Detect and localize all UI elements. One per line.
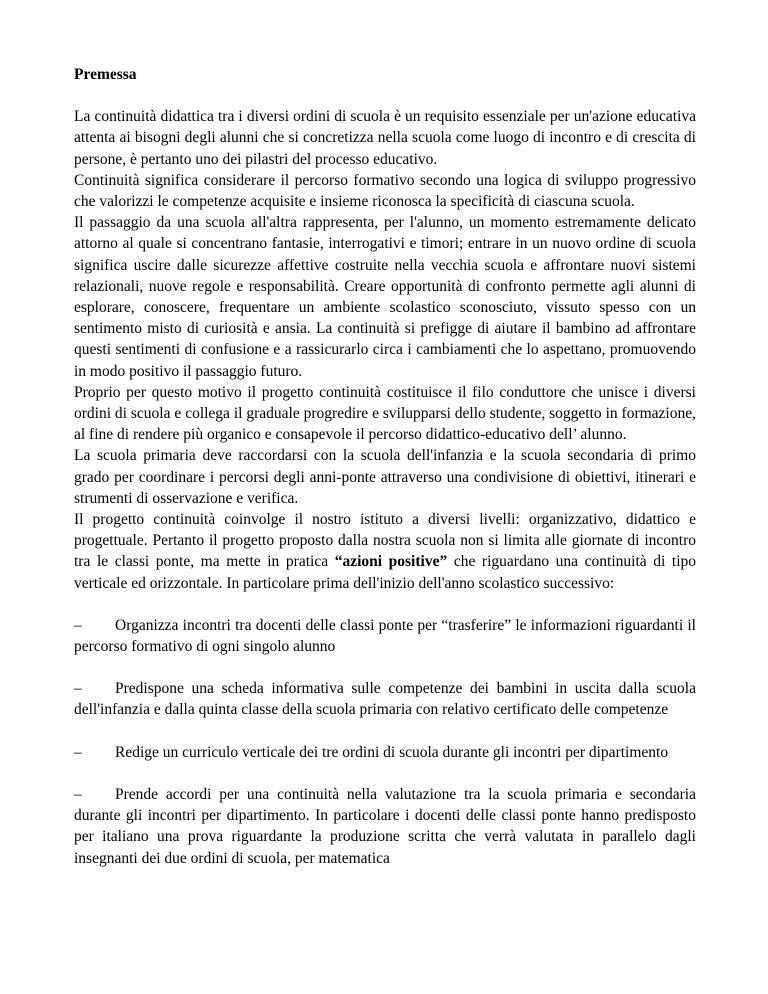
- paragraph: La scuola primaria deve raccordarsi con la scuola dell'infanzia e la scuola secondaria di primo grado per coordinare i percorsi degli anni-ponte attraverso una condivisione di obiettivi, itinerari e strumenti di osservazione e verifica.: [74, 447, 696, 507]
- paragraph-text: Il progetto continuità coinvolge il nostro istituto a diversi livelli: organizzativo, didattico e progettuale. Pertanto il progetto proposto dalla nostra scuola non si limita alle giornate di incontro tra le classi ponte, ma mette in pratica: [74, 511, 696, 571]
- paragraph-text: che riguardano una continuità di tipo verticale ed orizzontale. In particolare prima dell'inizio dell'anno scolastico successivo:: [74, 553, 697, 592]
- paragraph: Il passaggio da una scuola all'altra rappresenta, per l'alunno, un momento estremamente delicato attorno al quale si concentrano fantasie, interrogativi e timori; entrare in un nuovo ordine di scuola significa uscire dalle sicurezze affettive costruite nella vecchia scuola e affrontare nuovi sistemi relazionali, nuove regole e responsabilità. Creare opportunità di confronto permette agli alunni di esplorare, conoscere, frequentare un ambiente scolastico sconosciuto, vissuto spesso con un sentimento misto di curiosità e ansia. La continuità si prefigge di aiutare il bambino ad affrontare questi sentimenti di confusione e a rassicurarlo circa i cambiamenti che lo aspettano, promuovendo in modo positivo il passaggio futuro.: [74, 214, 696, 380]
- list-item: [74, 615, 696, 657]
- list-dash: –: [74, 616, 82, 634]
- list-dash: –: [74, 743, 82, 761]
- paragraph: [74, 509, 696, 594]
- paragraph: Continuità significa considerare il percorso formativo secondo una logica di sviluppo progressivo che valorizzi le competenze acquisite e insieme riconosca la specificità di ciascuna scuola.: [74, 171, 696, 211]
- list-dash: –: [74, 785, 82, 803]
- list-item: [74, 678, 696, 720]
- list-dash: –: [74, 680, 82, 698]
- list-item-text: Predispone una scheda informativa sulle competenze dei bambini in uscita dalla scuola dell'infanzia e dalla quinta classe della scuola primaria con relativo certificato delle competenze: [74, 680, 696, 719]
- list-item-text: Organizza incontri tra docenti delle classi ponte per “trasferire” le informazioni riguardanti il percorso formativo di ogni singolo alunno: [74, 616, 696, 656]
- list-item: [74, 784, 696, 869]
- list-item-text: Redige un curriculo verticale dei tre ordini di scuola durante gli incontri per dipartimento: [115, 743, 669, 761]
- paragraph: Proprio per questo motivo il progetto continuità costituisce il filo conduttore che unisce i diversi ordini di scuola e collega il graduale progredire e svilupparsi dello studente, soggetto in formazione, al fine di rendere più organico e consapevole il percorso didattico-educativo dell’ alunno.: [74, 383, 696, 444]
- list-item: [74, 742, 696, 763]
- paragraph: La continuità didattica tra i diversi ordini di scuola è un requisito essenziale per un'azione educativa attenta ai bisogni degli alunni che si concretizza nella scuola come luogo di incontro e di crescita di persone, è pertanto uno dei pilastri del processo educativo.: [74, 108, 696, 168]
- bold-phrase: “azioni positive”: [334, 553, 448, 571]
- section-heading: Premessa: [74, 66, 137, 83]
- document-body: [74, 64, 696, 869]
- list-item-text: Prende accordi per una continuità nella valutazione tra la scuola primaria e secondaria durante gli incontri per dipartimento. In particolare i docenti delle classi ponte hanno predisposto per italiano una prova riguardante la produzione scritta che verrà valutata in parallelo dagli insegnanti dei due ordini di scuola, per matematica: [74, 785, 696, 867]
